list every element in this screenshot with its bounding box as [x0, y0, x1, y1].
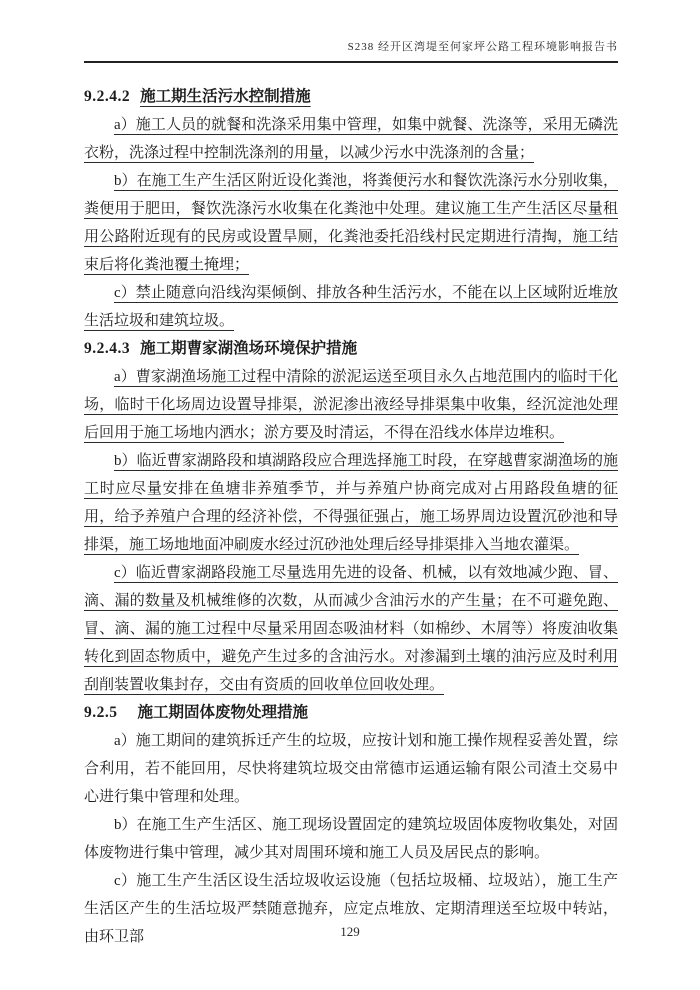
- paragraph: c）禁止随意向沿线沟渠倾倒、排放各种生活污水，不能在以上区域附近堆放生活垃圾和建筑垃圾。: [84, 285, 618, 329]
- section-title: 施工期生活污水控制措施: [140, 88, 311, 105]
- section-title: 施工期曹家湖渔场环境保护措施: [140, 340, 358, 357]
- section-number: 9.2.4.2: [84, 88, 131, 105]
- page-footer: [0, 924, 700, 939]
- paragraph: a）施工期间的建筑拆迁产生的垃圾，应按计划和施工操作规程妥善处置，综合利用，若不能回用，尽快将建筑垃圾交由常德市运通运输有限公司渣土交易中心进行集中管理和处理。: [84, 733, 618, 805]
- section-heading-fishery-protection: [84, 335, 618, 363]
- paragraph: b）临近曹家湖路段和填湖路段应合理选择施工时段，在穿越曹家湖渔场的施工时应尽量安排在鱼塘非养殖季节，并与养殖户协商完成对占用路段鱼塘的征用，给予养殖户合理的经济补偿，不得强征强占，施工场界周边设置沉砂池和导排渠，施工场地地面冲刷废水经过沉砂池处理后经导排渠排入当地农灌渠。: [84, 453, 618, 553]
- paragraph: c）临近曹家湖路段施工尽量选用先进的设备、机械，以有效地减少跑、冒、滴、漏的数量及机械维修的次数，从而减少含油污水的产生量；在不可避免跑、冒、滴、漏的施工过程中尽量采用固态吸油材料（如棉纱、木屑等）将废油收集转化到固态物质中，避免产生过多的含油污水。对渗漏到土壤的油污应及时利用刮削装置收集封存，交由有资质的回收单位回收处理。: [84, 565, 618, 693]
- section-heading-solid-waste: [84, 699, 618, 727]
- running-header-title: S238 经开区湾堤至何家坪公路工程环境影响报告书: [347, 41, 618, 53]
- paragraph: b）在施工生产生活区、施工现场设置固定的建筑垃圾固体废物收集处，对固体废物进行集中管理，减少其对周围环境和施工人员及居民点的影响。: [84, 817, 618, 861]
- paragraph: a）施工人员的就餐和洗涤采用集中管理，如集中就餐、洗涤等，采用无磷洗衣粉，洗涤过程中控制洗涤剂的用量，以减少污水中洗涤剂的含量；: [84, 117, 618, 161]
- document-body: [84, 83, 618, 951]
- section-title: 施工期固体废物处理措施: [137, 704, 309, 721]
- running-header: [84, 40, 618, 63]
- section-number: 9.2.4.3: [84, 340, 131, 357]
- paragraph: b）在施工生产生活区附近设化粪池，将粪便污水和餐饮洗涤污水分别收集，粪便用于肥田，餐饮洗涤污水收集在化粪池中处理。建议施工生产生活区尽量租用公路附近现有的民房或设置旱厕，化粪池委托沿线村民定期进行清掏，施工结束后将化粪池覆土掩埋；: [84, 173, 618, 273]
- paragraph: c）施工生产生活区设生活垃圾收运设施（包括垃圾桶、垃圾站），施工生产生活区产生的生活垃圾严禁随意抛弃，应定点堆放、定期清理送至垃圾中转站，由环卫部: [84, 873, 618, 945]
- page-number: 129: [340, 924, 360, 939]
- section-number: 9.2.5: [84, 704, 118, 721]
- section-heading-sewage-control: [84, 83, 618, 111]
- paragraph: a）曹家湖渔场施工过程中清除的淤泥运送至项目永久占地范围内的临时干化场，临时干化场周边设置导排渠，淤泥渗出液经导排渠集中收集，经沉淀池处理后回用于施工场地内洒水；淤方要及时清运，不得在沿线水体岸边堆积。: [84, 369, 618, 441]
